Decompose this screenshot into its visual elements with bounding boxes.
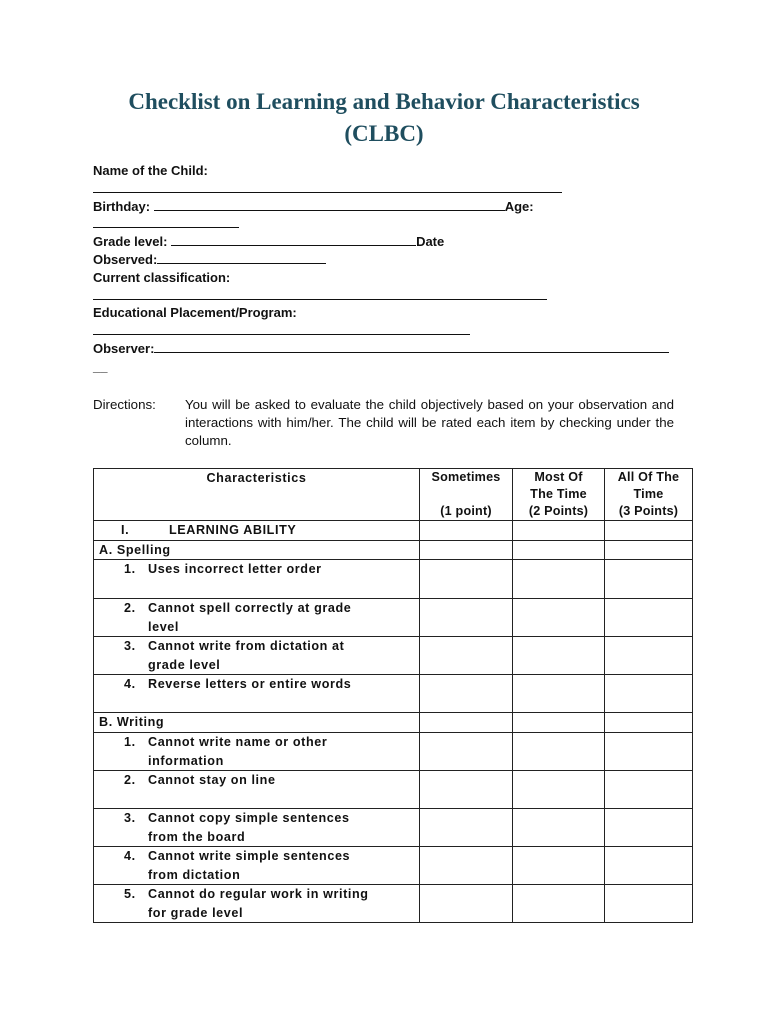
rating-cell-most[interactable] bbox=[513, 521, 605, 541]
rating-cell-all[interactable] bbox=[605, 637, 693, 675]
section-heading: A. Spelling bbox=[94, 541, 420, 560]
name-label: Name of the Child: bbox=[93, 163, 208, 178]
rating-cell-most[interactable] bbox=[513, 809, 605, 847]
item-number: 1. bbox=[124, 562, 136, 576]
table-row bbox=[94, 733, 693, 771]
header-most-line1: Most Of bbox=[534, 470, 583, 484]
observer-label: Observer: bbox=[93, 340, 155, 356]
header-all-of-the-time bbox=[605, 469, 693, 521]
rating-cell-sometimes[interactable] bbox=[420, 541, 513, 560]
rating-cell-sometimes[interactable] bbox=[420, 847, 513, 885]
rating-cell-all[interactable] bbox=[605, 713, 693, 733]
observer-row bbox=[93, 340, 675, 358]
item-text bbox=[94, 637, 420, 675]
item-text bbox=[94, 885, 420, 923]
item-line1: Cannot write name or other bbox=[148, 735, 328, 749]
name-line-row bbox=[93, 180, 675, 198]
item-line2: for grade level bbox=[148, 905, 244, 920]
item-number: 5. bbox=[124, 887, 136, 901]
table-row bbox=[94, 809, 693, 847]
item-line1: Cannot do regular work in writing bbox=[148, 887, 369, 901]
item-text bbox=[94, 847, 420, 885]
table-row bbox=[94, 771, 693, 809]
section-row bbox=[94, 713, 693, 733]
item-number: 1. bbox=[124, 735, 136, 749]
observer-tail-row bbox=[93, 358, 675, 376]
grade-level-label: Grade level: bbox=[93, 234, 168, 250]
rating-cell-all[interactable] bbox=[605, 733, 693, 771]
rating-cell-most[interactable] bbox=[513, 541, 605, 560]
part-row bbox=[94, 521, 693, 541]
child-info-form bbox=[93, 162, 675, 376]
header-most-points: (2 Points) bbox=[528, 504, 589, 518]
age-field[interactable] bbox=[93, 215, 239, 228]
item-line1: Cannot write simple sentences bbox=[148, 849, 351, 863]
name-row bbox=[93, 162, 675, 180]
rating-cell-all[interactable] bbox=[605, 675, 693, 713]
part-label: LEARNING ABILITY bbox=[169, 523, 297, 537]
rating-cell-most[interactable] bbox=[513, 847, 605, 885]
observed-row bbox=[93, 251, 675, 269]
grade-level-field[interactable] bbox=[171, 233, 416, 246]
rating-cell-most[interactable] bbox=[513, 733, 605, 771]
item-line2: grade level bbox=[148, 657, 221, 672]
item-number: 3. bbox=[124, 639, 136, 653]
checklist-table bbox=[93, 468, 693, 923]
rating-cell-all[interactable] bbox=[605, 541, 693, 560]
table-header-row bbox=[94, 469, 693, 521]
observed-label: Observed: bbox=[93, 251, 158, 267]
item-line2: from dictation bbox=[148, 867, 241, 882]
rating-cell-all[interactable] bbox=[605, 809, 693, 847]
table-row bbox=[94, 599, 693, 637]
item-number: 2. bbox=[124, 773, 136, 787]
item-line1: Cannot spell correctly at grade bbox=[148, 601, 352, 615]
placement-row bbox=[93, 304, 675, 322]
grade-row bbox=[93, 233, 675, 251]
table-row bbox=[94, 560, 693, 599]
date-label: Date bbox=[416, 234, 445, 250]
document-title: Checklist on Learning and Behavior Characteristics bbox=[128, 89, 640, 114]
rating-cell-sometimes[interactable] bbox=[420, 771, 513, 809]
rating-cell-all[interactable] bbox=[605, 885, 693, 923]
observer-tail: __ bbox=[93, 358, 108, 374]
item-number: 4. bbox=[124, 849, 136, 863]
item-number: 4. bbox=[124, 677, 136, 691]
header-sometimes-points: (1 point) bbox=[440, 504, 492, 518]
classification-label: Current classification: bbox=[93, 269, 231, 285]
rating-cell-all[interactable] bbox=[605, 771, 693, 809]
rating-cell-all[interactable] bbox=[605, 847, 693, 885]
rating-cell-sometimes[interactable] bbox=[420, 675, 513, 713]
placement-line-row bbox=[93, 322, 675, 340]
part-heading bbox=[94, 521, 420, 541]
header-most-of-the-time bbox=[513, 469, 605, 521]
table-row bbox=[94, 675, 693, 713]
rating-cell-most[interactable] bbox=[513, 560, 605, 599]
header-all-line1: All Of The bbox=[617, 470, 680, 484]
rating-cell-most[interactable] bbox=[513, 713, 605, 733]
header-all-line2: Time bbox=[633, 487, 664, 501]
item-text bbox=[94, 560, 420, 599]
item-line2: level bbox=[148, 619, 180, 634]
rating-cell-sometimes[interactable] bbox=[420, 713, 513, 733]
item-text bbox=[94, 675, 420, 713]
rating-cell-sometimes[interactable] bbox=[420, 809, 513, 847]
placement-field[interactable] bbox=[93, 322, 470, 335]
placement-label: Educational Placement/Program: bbox=[93, 305, 297, 321]
rating-cell-sometimes[interactable] bbox=[420, 560, 513, 599]
directions-label: Directions: bbox=[93, 397, 156, 412]
item-number: 3. bbox=[124, 811, 136, 825]
rating-cell-sometimes[interactable] bbox=[420, 599, 513, 637]
item-line1: Cannot copy simple sentences bbox=[148, 811, 350, 825]
birthday-field[interactable] bbox=[154, 198, 505, 211]
item-text bbox=[94, 771, 420, 809]
item-text bbox=[94, 809, 420, 847]
table-row bbox=[94, 637, 693, 675]
table-row bbox=[94, 885, 693, 923]
name-field[interactable] bbox=[93, 180, 562, 193]
rating-cell-most[interactable] bbox=[513, 885, 605, 923]
part-numeral: I. bbox=[121, 523, 130, 537]
rating-cell-most[interactable] bbox=[513, 637, 605, 675]
rating-cell-all[interactable] bbox=[605, 560, 693, 599]
item-line2: information bbox=[148, 753, 224, 768]
section-heading: B. Writing bbox=[94, 713, 420, 733]
age-line-row bbox=[93, 215, 675, 233]
item-line2: from the board bbox=[148, 829, 246, 844]
date-observed-field[interactable] bbox=[157, 251, 326, 264]
item-number: 2. bbox=[124, 601, 136, 615]
rating-cell-sometimes[interactable] bbox=[420, 733, 513, 771]
rating-cell-sometimes[interactable] bbox=[420, 637, 513, 675]
rating-cell-sometimes[interactable] bbox=[420, 885, 513, 923]
rating-cell-all[interactable] bbox=[605, 521, 693, 541]
item-line1: Cannot write from dictation at bbox=[148, 639, 345, 653]
header-characteristics: Characteristics bbox=[94, 469, 420, 521]
birthday-label: Birthday: bbox=[93, 198, 151, 214]
observer-field[interactable] bbox=[154, 340, 669, 353]
classification-field[interactable] bbox=[93, 287, 547, 300]
header-all-points: (3 Points) bbox=[618, 504, 679, 518]
item-text bbox=[94, 733, 420, 771]
rating-cell-sometimes[interactable] bbox=[420, 521, 513, 541]
document-subtitle: (CLBC) bbox=[344, 121, 424, 146]
item-line1: Cannot stay on line bbox=[148, 773, 276, 787]
item-line1: Uses incorrect letter order bbox=[148, 562, 322, 576]
table-row bbox=[94, 847, 693, 885]
rating-cell-most[interactable] bbox=[513, 771, 605, 809]
rating-cell-most[interactable] bbox=[513, 599, 605, 637]
age-label: Age: bbox=[504, 198, 534, 214]
rating-cell-most[interactable] bbox=[513, 675, 605, 713]
classification-line-row bbox=[93, 287, 675, 305]
birthday-row bbox=[93, 198, 675, 216]
rating-cell-all[interactable] bbox=[605, 599, 693, 637]
header-most-line2: The Time bbox=[530, 487, 587, 501]
directions-text: You will be asked to evaluate the child objectively based on your observation and interactions with him/her. The child will be rated each item by checking under the column. bbox=[185, 397, 674, 448]
item-text bbox=[94, 599, 420, 637]
classification-row bbox=[93, 269, 675, 287]
item-line1: Reverse letters or entire words bbox=[148, 677, 352, 691]
header-sometimes-label: Sometimes bbox=[431, 470, 501, 484]
section-row bbox=[94, 541, 693, 560]
header-sometimes bbox=[420, 469, 513, 521]
